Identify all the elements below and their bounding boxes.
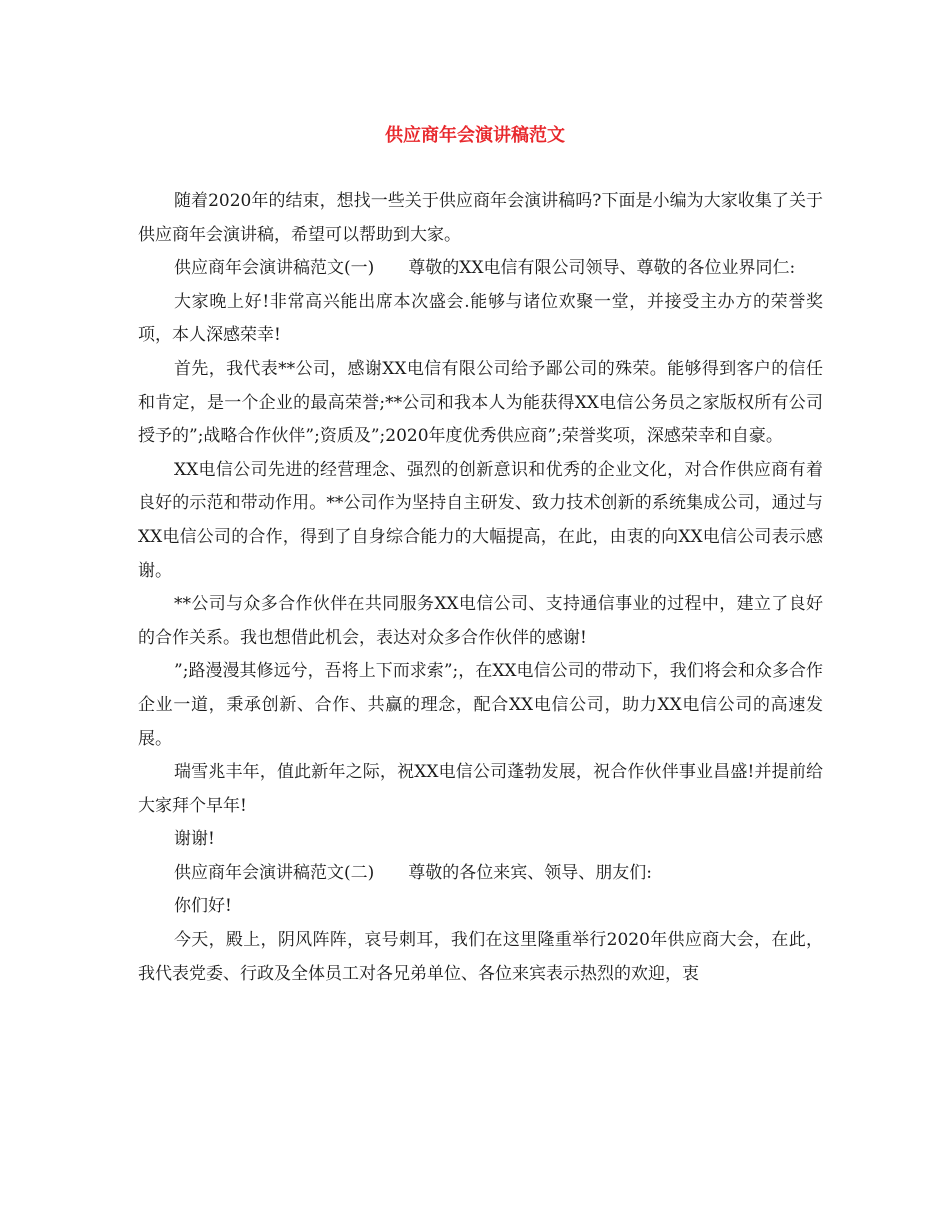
- document-body: [138, 185, 823, 991]
- paragraph: **公司与众多合作伙伴在共同服务XX电信公司、支持通信事业的过程中，建立了良好的合作关系。我也想借此机会，表达对众多合作伙伴的感谢!: [138, 594, 823, 648]
- paragraph: 你们好!: [174, 896, 232, 917]
- paragraph: ”;路漫漫其修远兮，吾将上下而求索”;，在XX电信公司的带动下，我们将会和众多合作企业一道，秉承创新、合作、共赢的理念，配合XX电信公司，助力XX电信公司的高速发展。: [138, 661, 823, 749]
- paragraph: 瑞雪兆丰年，值此新年之际，祝XX电信公司蓬勃发展，祝合作伙伴事业昌盛!并提前给大家拜个早年!: [138, 762, 823, 816]
- paragraph: 今天，殿上，阴风阵阵，哀号刺耳，我们在这里隆重举行2020年供应商大会，在此，我代表党委、行政及全体员工对各兄弟单位、各位来宾表示热烈的欢迎，衷: [138, 930, 823, 984]
- paragraph: 供应商年会演讲稿范文(二) 尊敬的各位来宾、领导、朋友们:: [174, 862, 652, 883]
- paragraph: 谢谢!: [174, 829, 215, 850]
- paragraph: XX电信公司先进的经营理念、强烈的创新意识和优秀的企业文化，对合作供应商有着良好的示范和带动作用。**公司作为坚持自主研发、致力技术创新的系统集成公司，通过与XX电信公司的合作，得到了自身综合能力的大幅提高，在此，由衷的向XX电信公司表示感谢。: [138, 459, 823, 581]
- paragraph: 大家晚上好!非常高兴能出席本次盛会.能够与诸位欢聚一堂，并接受主办方的荣誉奖项，本人深感荣幸!: [138, 291, 823, 346]
- paragraph: 首先，我代表**公司，感谢XX电信有限公司给予鄙公司的殊荣。能够得到客户的信任和肯定，是一个企业的最高荣誉;**公司和我本人为能获得XX电信公务员之家版权所有公司授予的”;战略合作伙伴”;资质及”;2020年度优秀供应商”;荣誉奖项，深感荣幸和自豪。: [138, 358, 823, 447]
- paragraph: 供应商年会演讲稿范文(一) 尊敬的XX电信有限公司领导、尊敬的各位业界同仁:: [174, 258, 796, 279]
- paragraph: 随着2020年的结束，想找一些关于供应商年会演讲稿吗?下面是小编为大家收集了关于供应商年会演讲稿，希望可以帮助到大家。: [138, 191, 823, 245]
- document-title: 供应商年会演讲稿范文: [385, 125, 565, 146]
